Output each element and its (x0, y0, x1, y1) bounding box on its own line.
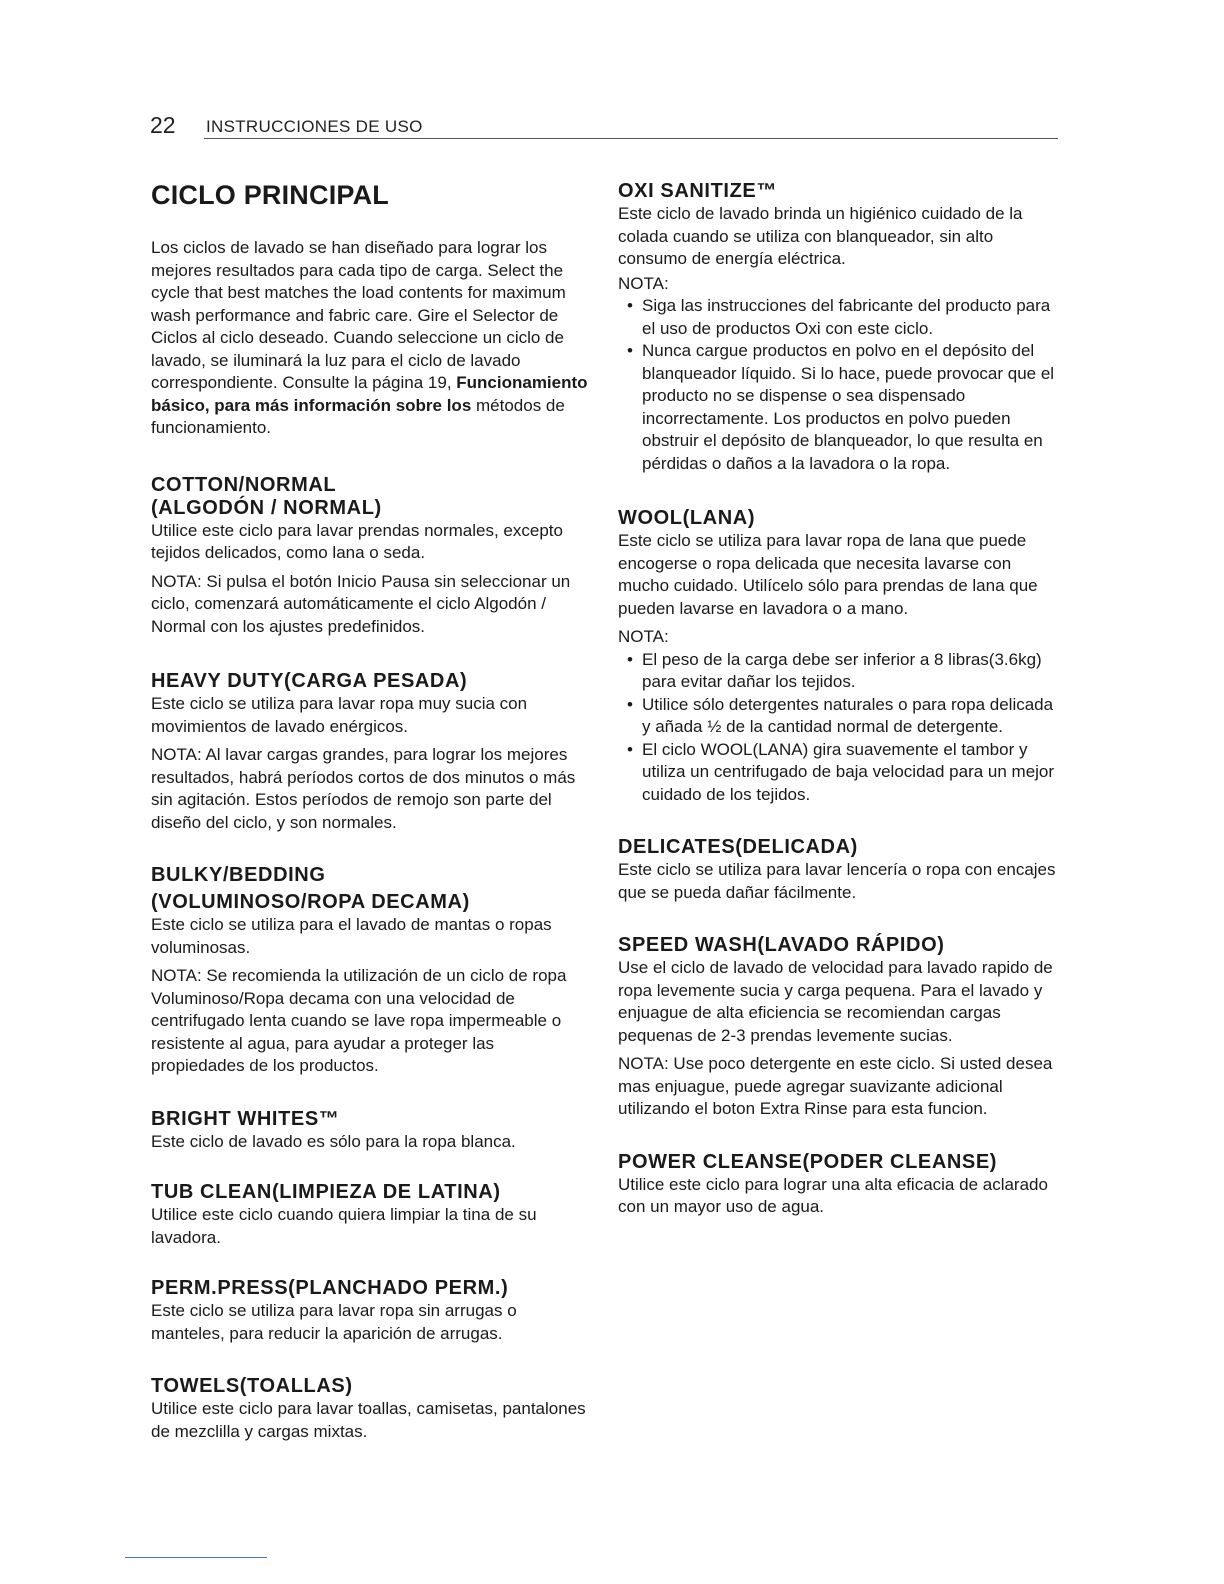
power-section (618, 1151, 1058, 1219)
list-item: • Utilice sólo detergentes naturales o para ropa delicada y añada ½ de la cantidad normal de detergente. (642, 694, 1058, 739)
intro-bold-link: Funcionamiento básico, para más información sobre los (151, 373, 588, 415)
page-title: CICLO PRINCIPAL (151, 180, 389, 210)
towels-section (151, 1375, 591, 1443)
list-item: • El ciclo WOOL(LANA) gira suavemente el tambor y utiliza un centrifugado de baja velocidad para un mejor cuidado de los tejidos. (642, 739, 1058, 807)
wool-title: WOOL(LANA) (618, 507, 756, 529)
power-body: Utilice este ciclo para lograr una alta eficacia de aclarado con un mayor uso de agua. (618, 1174, 1048, 1216)
wool-note-list (618, 649, 1058, 807)
perm-body: Este ciclo se utiliza para lavar ropa sin arrugas o manteles, para reducir la aparición de arrugas. (151, 1301, 517, 1343)
intro-section (151, 237, 591, 440)
delicates-section (618, 836, 1058, 904)
speed-note: NOTA: Use poco detergente en este ciclo. Si usted desea mas enjuague, puede agregar suavizante adicional utilizando el boton Extra Rinse para esta funcion. (618, 1054, 1053, 1118)
bright-body: Este ciclo de lavado es sólo para la ropa blanca. (151, 1131, 516, 1151)
intro-paragraph: Los ciclos de lavado se han diseñado para lograr los mejores resultados para cada tipo de carga. Select the cycle that best matches the load contents for maximum wash performance and fabric care. Gire el Selector de Ciclos al ciclo deseado. Cuando seleccione un ciclo de lavado, se iluminará la luz para el ciclo de lavado correspondiente. Consulte la página 19, Funcionamiento básico, para más información sobre los métodos de funcionamiento. (151, 238, 588, 437)
header-divider (204, 138, 1058, 139)
cotton-section (151, 474, 591, 639)
oxi-title: OXI SANITIZE™ (618, 180, 777, 202)
left-column (151, 180, 591, 1469)
page-header (150, 110, 1058, 140)
oxi-note-label: NOTA: (618, 273, 669, 293)
bright-section (151, 1108, 591, 1154)
speed-section (618, 934, 1058, 1121)
perm-title: PERM.PRESS(PLANCHADO PERM.) (151, 1277, 509, 1299)
towels-title: TOWELS(TOALLAS) (151, 1375, 353, 1397)
heavy-section (151, 670, 591, 834)
tub-section (151, 1181, 591, 1249)
footer-divider (125, 1557, 267, 1558)
delicates-body: Este ciclo se utiliza para lavar lencería o ropa con encajes que se pueda dañar fácilmente. (618, 860, 1056, 902)
heavy-note: NOTA: Al lavar cargas grandes, para lograr los mejores resultados, habrá períodos cortos de dos minutos o más sin agitación. Estos períodos de remojo son parte del diseño del ciclo, y son normales. (151, 745, 576, 832)
perm-section (151, 1277, 591, 1345)
bulky-note: NOTA: Se recomienda la utilización de un ciclo de ropa Voluminoso/Ropa decama con una velocidad de centrifugado lenta cuando se lave ropa impermeable o resistente al agua, para ayudar a proteger las propiedades de los productos. (151, 966, 567, 1075)
bright-title: BRIGHT WHITES™ (151, 1107, 340, 1130)
wool-section (618, 507, 1058, 806)
bulky-section (151, 864, 591, 1078)
list-item: • Siga las instrucciones del fabricante del producto para el uso de productos Oxi con este ciclo. (642, 295, 1058, 340)
bulky-body: Este ciclo se utiliza para el lavado de mantas o ropas voluminosas. (151, 915, 552, 957)
power-title: POWER CLEANSE(PODER CLEANSE) (618, 1150, 998, 1173)
heavy-title: HEAVY DUTY(CARGA PESADA) (151, 670, 468, 692)
bulky-title: BULKY/BEDDING (151, 864, 326, 886)
tub-title: TUB CLEAN(LIMPIEZA DE LATINA) (151, 1181, 501, 1203)
right-column (618, 180, 1058, 1245)
bulky-subtitle: (VOLUMINOSO/ROPA DECAMA) (151, 891, 470, 913)
list-item: • Nunca cargue productos en polvo en el depósito del blanqueador líquido. Si lo hace, puede provocar que el producto no se dispense o sea dispensado incorrectamente. Los productos en polvo pueden obstruir el depósito de blanqueador, lo que resulta en pérdidas o daños a la lavadora o la ropa. (642, 340, 1058, 475)
wool-body: Este ciclo se utiliza para lavar ropa de lana que puede encogerse o ropa delicada que necesita lavarse con mucho cuidado. Utilícelo sólo para prendas de lana que pueden lavarse en lavadora o a mano. (618, 531, 1038, 618)
list-item: • El peso de la carga debe ser inferior a 8 libras(3.6kg) para evitar dañar los tejidos. (642, 649, 1058, 694)
cotton-title: COTTON/NORMAL (151, 473, 337, 496)
cotton-body: Utilice este ciclo para lavar prendas normales, excepto tejidos delicados, como lana o seda. (151, 520, 563, 562)
towels-body: Utilice este ciclo para lavar toallas, camisetas, pantalones de mezclilla y cargas mixtas. (151, 1399, 586, 1441)
wool-note-label: NOTA: (618, 627, 669, 646)
oxi-body: Este ciclo de lavado brinda un higiénico cuidado de la colada cuando se utiliza con blanqueador, sin alto consumo de energía eléctrica. (618, 204, 1023, 268)
cotton-subtitle: (ALGODÓN / NORMAL) (151, 496, 382, 519)
oxi-note-list (618, 295, 1058, 475)
oxi-section (618, 180, 1058, 475)
heavy-body: Este ciclo se utiliza para lavar ropa muy sucia con movimientos de lavado enérgicos. (151, 694, 528, 736)
cotton-note: NOTA: Si pulsa el botón Inicio Pausa sin seleccionar un ciclo, comenzará automáticamente el ciclo Algodón / Normal con los ajustes predefinidos. (151, 571, 571, 636)
speed-title: SPEED WASH(LAVADO RÁPIDO) (618, 934, 945, 956)
tub-body: Utilice este ciclo cuando quiera limpiar la tina de su lavadora. (151, 1205, 537, 1247)
delicates-title: DELICATES(DELICADA) (618, 836, 858, 858)
header-title: INSTRUCCIONES DE USO (206, 117, 423, 136)
page-number: 22 (150, 112, 176, 138)
speed-body: Use el ciclo de lavado de velocidad para lavado rapido de ropa levemente sucia y carga pequena. Para el lavado y enjuague de alta eficiencia se recomiendan cargas pequenas de 2-3 prendas levemente sucias. (618, 958, 1053, 1045)
